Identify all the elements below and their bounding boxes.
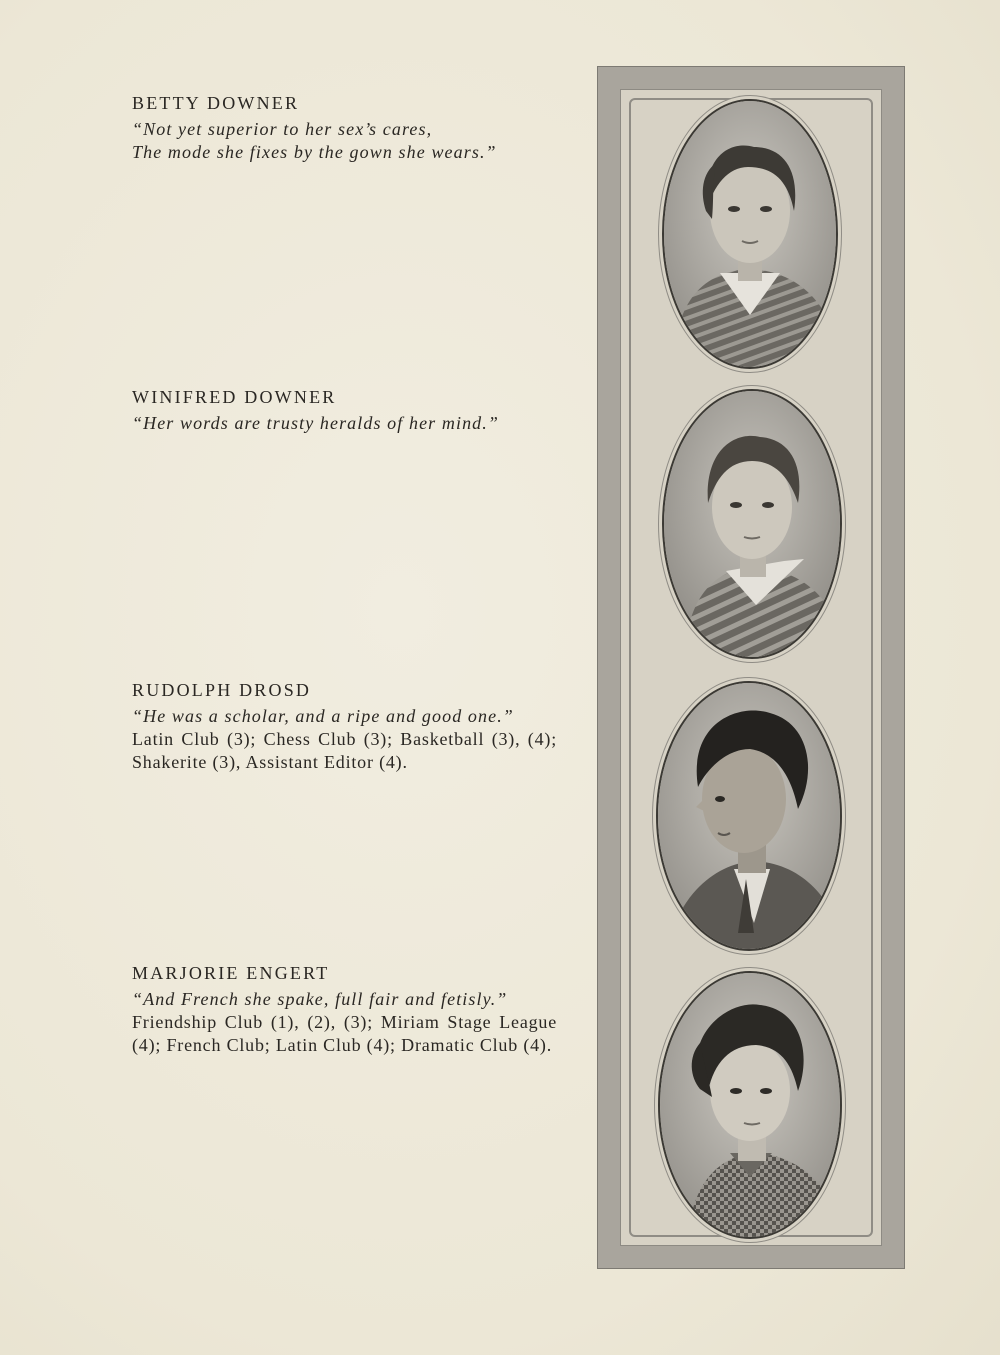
senior-name: RUDOLPH DROSD <box>132 680 312 700</box>
quote-line: The mode she fixes by the gown she wears.” <box>132 142 497 162</box>
senior-quote <box>132 988 557 1011</box>
quote-line: “And French she spake, full fair and fetisly.” <box>132 989 508 1009</box>
senior-name: BETTY DOWNER <box>132 93 300 113</box>
senior-name: WINIFRED DOWNER <box>132 387 337 407</box>
quote-line: “Not yet superior to her sex’s cares, <box>132 119 433 139</box>
portrait-photo-betty-downer <box>662 99 838 369</box>
senior-quote <box>132 412 557 435</box>
senior-activities: Friendship Club (1), (2), (3); Miriam Stage League (4); French Club; Latin Club (4); Dramatic Club (4). <box>132 1012 557 1055</box>
portrait-photo-winifred-downer <box>662 389 842 659</box>
senior-entry-winifred-downer <box>132 386 557 435</box>
senior-entry-rudolph-drosd <box>132 679 557 774</box>
portrait-image <box>664 391 840 657</box>
portrait-photo-marjorie-engert <box>658 971 842 1239</box>
portrait-photo-rudolph-drosd <box>656 681 842 951</box>
senior-name: MARJORIE ENGERT <box>132 963 330 983</box>
quote-line: “He was a scholar, and a ripe and good one.” <box>132 706 514 726</box>
photo-strip <box>597 66 905 1269</box>
portrait-image <box>660 973 840 1237</box>
senior-quote <box>132 705 557 728</box>
senior-entry-betty-downer <box>132 92 557 164</box>
senior-entry-marjorie-engert <box>132 962 557 1057</box>
senior-activities: Latin Club (3); Chess Club (3); Basketball (3), (4); Shakerite (3), Assistant Editor (4). <box>132 729 557 772</box>
senior-quote <box>132 118 557 164</box>
quote-line: “Her words are trusty heralds of her mind.” <box>132 413 499 433</box>
portrait-image <box>664 101 836 367</box>
portrait-image <box>658 683 840 949</box>
